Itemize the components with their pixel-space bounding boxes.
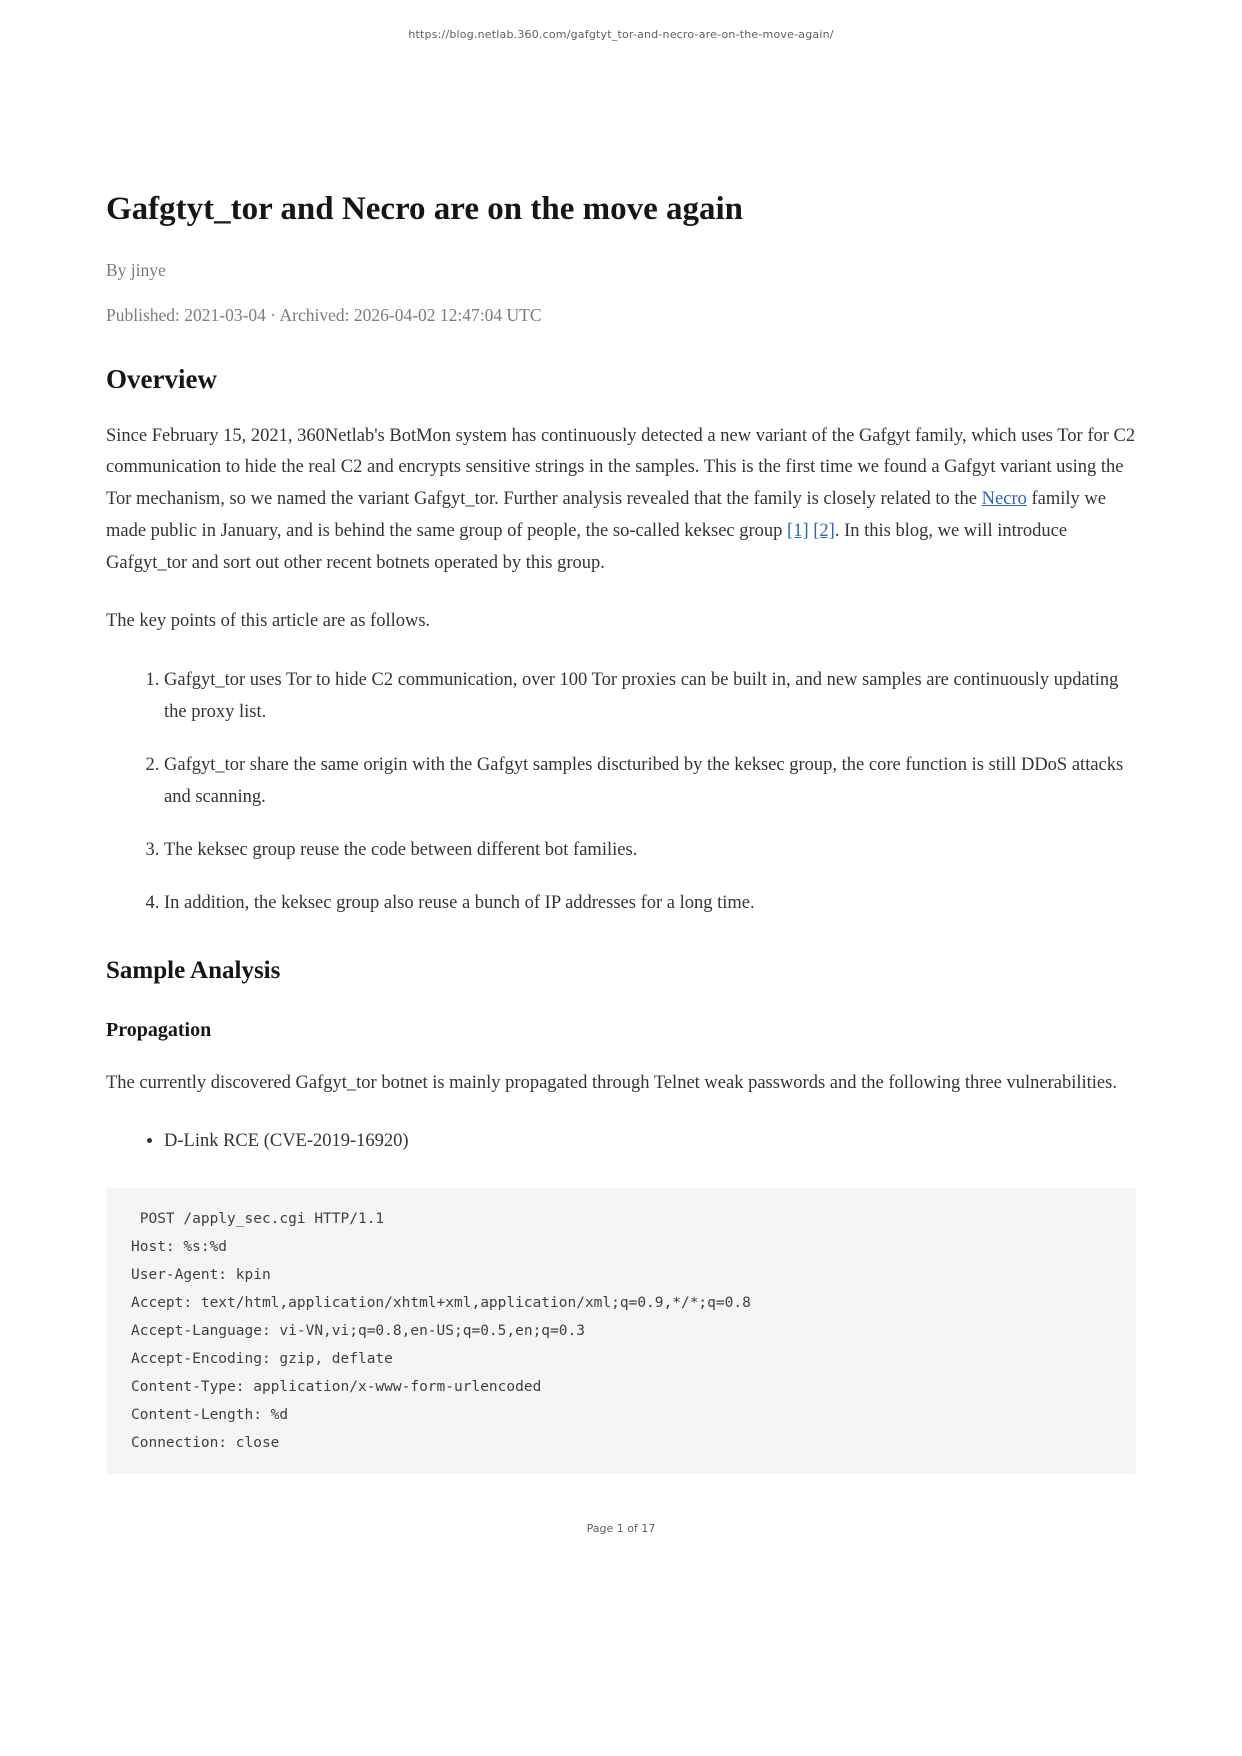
page-number: Page 1 of 17 (586, 1522, 656, 1535)
paragraph-text: Since February 15, 2021, 360Netlab's BotMon system has continuously detected a new variant of the Gafgyt family, which uses Tor for C2 communication to hide the real C2 and encrypts sensitive strings in the samples. This is the first time we found a Gafgyt variant using the Tor mechanism, so we named the variant Gafgyt_tor. Further analysis revealed that the family is closely related to the (106, 425, 1136, 510)
key-point-item: 1. Gafgyt_tor uses Tor to hide C2 communication, over 100 Tor proxies can be built in, and new samples are continuously updating the proxy list. (164, 665, 1136, 729)
code-line: Content-Type: application/x-www-form-urlencoded (131, 1378, 542, 1395)
key-point-item: 2. Gafgyt_tor share the same origin with the Gafgyt samples discturibed by the keksec group, the core function is still DDoS attacks and scanning. (164, 750, 1136, 814)
sub-heading-propagation: Propagation (106, 1019, 212, 1042)
code-line: Accept-Language: vi-VN,vi;q=0.8,en-US;q=0.5,en;q=0.3 (131, 1322, 585, 1339)
page-title: Gafgtyt_tor and Necro are on the move again (106, 191, 744, 227)
code-line: Accept-Encoding: gzip, deflate (131, 1350, 393, 1367)
key-point-item: 4. In addition, the keksec group also reuse a bunch of IP addresses for a long time. (164, 888, 1136, 920)
code-line: Content-Length: %d (131, 1406, 289, 1423)
paragraph-text: family we made public in January, and is behind the same group of people, the so-called keksec group (106, 489, 1106, 542)
code-line: Connection: close (131, 1434, 280, 1451)
paragraph-text: . In this blog, we will introduce Gafgyt_tor and sort out other recent botnets operated by this group. (106, 521, 1068, 573)
code-line: Accept: text/html,application/xhtml+xml,application/xml;q=0.9,*/*;q=0.8 (131, 1294, 751, 1311)
key-point-item: 3. The keksec group reuse the code between different bot families. (164, 835, 1136, 867)
reference-1-link[interactable]: [1] (787, 521, 809, 542)
propagation-paragraph: The currently discovered Gafgyt_tor botnet is mainly propagated through Telnet weak passwords and the following three vulnerabilities. (106, 1073, 1117, 1094)
key-points-list (106, 665, 1136, 919)
publish-meta: Published: 2021-03-04 · Archived: 2026-04-02 12:47:04 UTC (106, 304, 542, 325)
reference-2-link[interactable]: [2] (813, 521, 835, 542)
necro-link[interactable]: Necro (981, 489, 1027, 510)
code-line: Host: %s:%d (131, 1238, 228, 1255)
byline: By jinye (106, 259, 166, 280)
vulnerability-item: • D-Link RCE (CVE-2019-16920) (164, 1126, 1136, 1157)
vulnerability-list (106, 1126, 1136, 1157)
overview-paragraph (106, 421, 1136, 580)
section-heading-overview: Overview (106, 363, 217, 394)
code-block (106, 1188, 1136, 1474)
code-line: User-Agent: kpin (131, 1266, 271, 1283)
section-heading-sample-analysis: Sample Analysis (106, 957, 281, 985)
code-line: POST /apply_sec.cgi HTTP/1.1 (131, 1210, 385, 1227)
print-header-url: https://blog.netlab.360.com/gafgtyt_tor-and-necro-are-on-the-move-again/ (408, 28, 834, 41)
key-points-intro: The key points of this article are as follows. (106, 610, 431, 631)
